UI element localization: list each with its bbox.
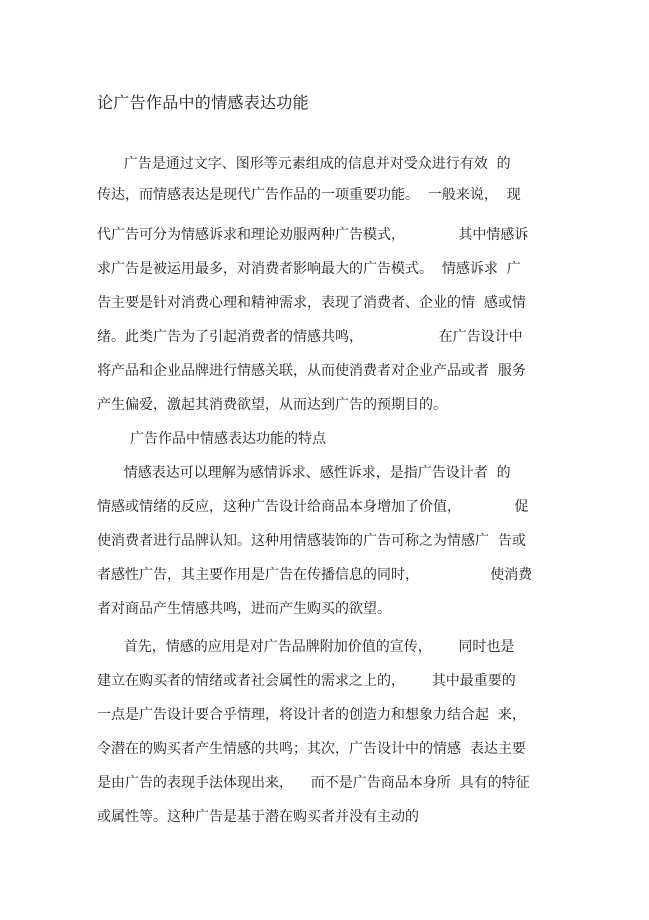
text-line: 是由广告的表现手法体现出来， 而不是广告商品本身所 具有的特征	[97, 775, 530, 791]
text-line: 者对商品产生情感共鸣，进而产生购买的欲望。	[97, 601, 391, 617]
text-line: 广告是通过文字、图形等元素组成的信息并对受众进行有效 的	[97, 156, 511, 172]
text-line: 令潜在的购买者产生情感的共鸣；其次，广告设计中的情感 表达主要	[97, 741, 526, 757]
text-line: 一点是广告设计要合乎情理，将设计者的创造力和想象力结合起 来，	[97, 707, 526, 723]
text-line: 告主要是针对消费心理和精神需求，表现了消费者、企业的情 感或情	[97, 295, 526, 311]
text-line: 者感性广告，其主要作用是广告在传播信息的同时， 使消费	[97, 567, 533, 583]
text-line: 将产品和企业品牌进行情感关联，从而使消费者对企业产品或者 服务	[97, 363, 526, 379]
text-line: 代广告可分为情感诉求和理论劝服两种广告模式， 其中情感诉	[97, 227, 529, 243]
text-line: 绪。此类广告为了引起消费者的情感共鸣， 在广告设计中	[97, 329, 523, 345]
text-line: 产生偏爱，激起其消费欲望，从而达到广告的预期目的。	[97, 397, 447, 413]
section-heading: 广告作品中情感表达功能的特点	[130, 431, 326, 447]
text-line: 建立在购买者的情绪或者社会属性的需求之上的， 其中最重要的	[97, 673, 516, 689]
text-line: 使消费者进行品牌认知。这种用情感装饰的广告可称之为情感广 告或	[97, 533, 526, 549]
text-line: 首先，情感的应用是对广告品牌附加价值的宣传， 同时也是	[97, 639, 515, 655]
text-line: 或属性等。这种广告是基于潜在购买者并没有主动的	[97, 809, 419, 825]
page-title: 论广告作品中的情感表达功能	[97, 93, 309, 112]
text-line: 求广告是被运用最多，对消费者影响最大的广告模式。 情感诉求 广	[97, 261, 521, 277]
text-line: 情感表达可以理解为感情诉求、感性诉求，是指广告设计者 的	[97, 465, 511, 481]
text-line: 情感或情绪的反应，这种广告设计给商品本身增加了价值， 促	[97, 499, 529, 515]
text-line: 传达，而情感表达是现代广告作品的一项重要功能。 一般来说， 现	[97, 187, 521, 203]
